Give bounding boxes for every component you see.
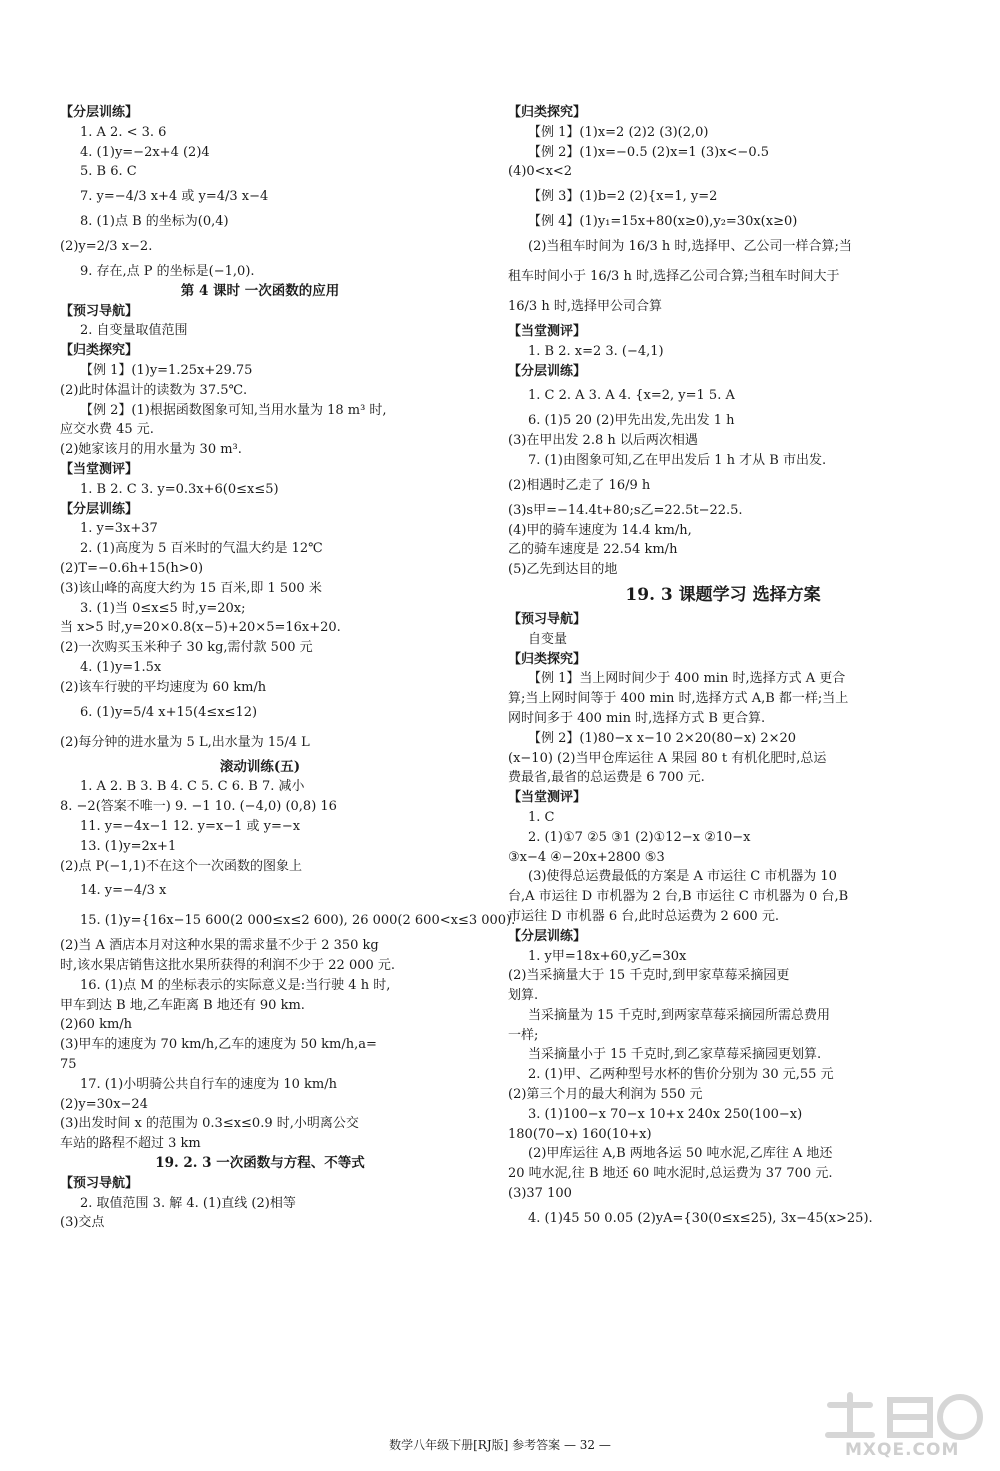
right-column-line: (2)第三个月的最大利润为 550 元: [508, 1087, 703, 1103]
left-column-line: (2)当 A 酒店本月对这种水果的需求量不少于 2 350 kg: [60, 938, 379, 954]
left-column-line: (2)该车行驶的平均速度为 60 km/h: [60, 679, 267, 695]
right-column-line: 19. 3 课题学习 选择方案: [625, 584, 821, 605]
right-column-line: 租车时间小于 16/3 h 时,选择乙公司合算;当租车时间大于: [508, 268, 840, 284]
left-column-line: 1. A 2. B 3. B 4. C 5. C 6. B 7. 减小: [80, 779, 305, 795]
right-column: [508, 103, 938, 1234]
right-column-line: 16/3 h 时,选择甲公司合算: [508, 298, 662, 314]
right-column-line: 【例 2】(1)x=−0.5 (2)x=1 (3)x<−0.5: [528, 144, 769, 160]
left-column-line: 1. A 2. < 3. 6: [80, 124, 167, 140]
left-column-line: 9. 存在,点 P 的坐标是(−1,0).: [80, 263, 255, 279]
right-column-line: 【分层训练】: [508, 928, 587, 944]
left-column-line: (2)每分钟的进水量为 5 L,出水量为 15/4 L: [60, 734, 310, 750]
right-column-line: (2)当采摘量大于 15 千克时,到甲家草莓采摘园更: [508, 968, 790, 984]
right-column-line: (2)甲库运往 A,B 两地各运 50 吨水泥,乙库往 A 地还: [528, 1146, 833, 1162]
right-column-line: ③x−4 ④−20x+2800 ⑤3: [508, 849, 665, 865]
left-column-line: 4. (1)y=−2x+4 (2)4: [80, 144, 210, 160]
left-column-line: 应交水费 45 元.: [60, 422, 154, 438]
right-column-line: 【例 3】(1)b=2 (2){x=1, y=2: [528, 189, 718, 205]
left-column-line: (2)点 P(−1,1)不在这个一次函数的图象上: [60, 858, 303, 874]
left-column-line: 5. B 6. C: [80, 164, 137, 180]
right-column-line: 当采摘量为 15 千克时,到两家草莓采摘园所需总费用: [528, 1007, 830, 1023]
left-column-line: 时,该水果店销售这批水果所获得的利润不少于 22 000 元.: [60, 958, 396, 974]
left-column-line: 第 4 课时 一次函数的应用: [180, 282, 340, 299]
left-column-line: (2)她家该月的用水量为 30 m³.: [60, 442, 242, 458]
right-column-line: (3)37 100: [508, 1186, 572, 1202]
left-column-line: 1. y=3x+37: [80, 521, 158, 537]
left-column-line: 滚动训练(五): [219, 758, 301, 775]
left-column-line: (2)y=30x−24: [60, 1096, 148, 1112]
right-column-line: (4)0<x<2: [508, 164, 573, 180]
left-column-line: 车站的路程不超过 3 km: [60, 1136, 201, 1152]
right-column-line: 20 吨水泥,往 B 地还 60 吨水泥时,总运费为 37 700 元.: [508, 1166, 833, 1182]
left-column-line: 【预习导航】: [60, 303, 139, 319]
left-column-line: 1. B 2. C 3. y=0.3x+6(0≤x≤5): [80, 481, 279, 497]
right-column-line: 3. (1)100−x 70−x 10+x 240x 250(100−x): [528, 1106, 803, 1122]
left-column-line: 11. y=−4x−1 12. y=x−1 或 y=−x: [80, 818, 301, 834]
right-column-line: 【例 1】(1)x=2 (2)2 (3)(2,0): [528, 124, 709, 140]
right-column-line: 【例 1】当上网时间少于 400 min 时,选择方式 A 更合: [528, 671, 846, 687]
left-column-line: 2. 自变量取值范围: [80, 323, 188, 339]
left-column-line: (2)60 km/h: [60, 1017, 133, 1033]
right-column-line: 4. (1)45 50 0.05 (2)yA={30(0≤x≤25), 3x−45(x>25).: [528, 1210, 873, 1226]
right-column-line: 6. (1)5 20 (2)甲先出发,先出发 1 h: [528, 413, 735, 429]
right-column-line: 【归类探究】: [508, 105, 587, 120]
left-column-line: 17. (1)小明骑公共自行车的速度为 10 km/h: [80, 1076, 337, 1092]
left-column-line: 75: [60, 1057, 77, 1073]
right-column-line: 【当堂测评】: [508, 323, 587, 339]
right-column-line: 1. y甲=18x+60,y乙=30x: [528, 948, 687, 964]
right-column-line: 市运往 D 市机器 6 台,此时总运费为 2 600 元.: [508, 908, 779, 924]
left-column-line: 甲车到达 B 地,乙车距离 B 地还有 90 km.: [60, 997, 305, 1013]
left-column-line: 15. (1)y={16x−15 600(2 000≤x≤2 600), 26 000(2 600<x≤3 000).: [80, 913, 516, 929]
left-column-line: (3)交点: [60, 1215, 105, 1231]
left-column-line: 8. (1)点 B 的坐标为(0,4): [80, 214, 229, 230]
left-column-line: 8. −2(答案不唯一) 9. −1 10. (−4,0) (0,8) 16: [60, 799, 337, 815]
right-column-line: 【例 4】(1)y₁=15x+80(x≥0),y₂=30x(x≥0): [528, 214, 798, 230]
right-column-line: 2. (1)①7 ②5 ③1 (2)①12−x ②10−x: [528, 829, 751, 845]
left-column-line: 【归类探究】: [60, 343, 139, 359]
left-column-line: 14. y=−4/3 x: [80, 883, 167, 899]
left-column-line: 4. (1)y=1.5x: [80, 659, 162, 675]
left-column-line: (2)y=2/3 x−2.: [60, 238, 153, 254]
right-column-line: 1. B 2. x=2 3. (−4,1): [528, 343, 664, 359]
left-column-line: 3. (1)当 0≤x≤5 时,y=20x;: [80, 600, 246, 616]
left-column-line: 2. 取值范围 3. 解 4. (1)直线 (2)相等: [80, 1195, 296, 1211]
right-column-line: (2)相遇时乙走了 16/9 h: [508, 477, 651, 493]
left-column-line: 当 x>5 时,y=20×0.8(x−5)+20×5=16x+20.: [60, 620, 341, 636]
left-column-line: 2. (1)高度为 5 百米时的气温大约是 12℃: [80, 541, 323, 557]
left-column-line: 【预习导航】: [60, 1175, 139, 1191]
right-column-line: (3)s甲=−14.4t+80;s乙=22.5t−22.5.: [508, 502, 743, 518]
right-column-line: 费最省,最省的总运费是 6 700 元.: [508, 770, 705, 786]
right-column-line: 【预习导航】: [508, 611, 587, 627]
right-column-line: (2)当租车时间为 16/3 h 时,选择甲、乙公司一样合算;当: [528, 238, 852, 254]
right-column-line: (3)在甲出发 2.8 h 以后两次相遇: [508, 433, 698, 449]
left-column-line: (2)T=−0.6h+15(h>0): [60, 560, 204, 576]
left-column: [60, 103, 516, 1233]
left-column-line: 【分层训练】: [60, 501, 139, 517]
right-column-line: 台,A 市运往 D 市机器为 2 台,B 市运往 C 市机器为 0 台,B: [508, 889, 849, 905]
right-column-line: (3)使得总运费最低的方案是 A 市运往 C 市机器为 10: [528, 869, 837, 885]
left-column-line: (2)此时体温计的读数为 37.5℃.: [60, 382, 248, 398]
right-column-line: 乙的骑车速度是 22.54 km/h: [508, 542, 678, 558]
left-column-line: (3)该山峰的高度大约为 15 百米,即 1 500 米: [60, 580, 322, 596]
right-column-line: 一样;: [508, 1027, 539, 1043]
right-column-line: (4)甲的骑车速度为 14.4 km/h,: [508, 522, 692, 538]
right-column-line: 算;当上网时间等于 400 min 时,选择方式 A,B 都一样;当上: [508, 691, 849, 707]
left-column-line: (2)一次购买玉米种子 30 kg,需付款 500 元: [60, 640, 313, 656]
left-column-line: 19. 2. 3 一次函数与方程、不等式: [155, 1155, 365, 1172]
page-footer: 数学八年级下册[RJ版] 参考答案 — 32 —: [389, 1438, 611, 1452]
right-column-line: 【分层训练】: [508, 363, 587, 379]
right-column-line: 7. (1)由图象可知,乙在甲出发后 1 h 才从 B 市出发.: [528, 452, 827, 468]
right-column-line: 2. (1)甲、乙两种型号水杯的售价分别为 30 元,55 元: [528, 1067, 834, 1083]
left-column-line: 【分层训练】: [60, 105, 139, 120]
left-column-line: (3)甲车的速度为 70 km/h,乙车的速度为 50 km/h,a=: [60, 1037, 377, 1053]
left-column-line: 6. (1)y=5/4 x+15(4≤x≤12): [80, 704, 258, 720]
right-column-line: 1. C: [528, 809, 555, 825]
right-column-line: 自变量: [528, 631, 568, 647]
watermark-text: MXQE.COM: [845, 1440, 960, 1460]
left-column-line: 【例 1】(1)y=1.25x+29.75: [80, 362, 253, 378]
right-column-line: 【归类探究】: [508, 651, 587, 667]
right-column-line: 【当堂测评】: [508, 790, 587, 806]
right-column-line: 当采摘量小于 15 千克时,到乙家草莓采摘园更划算.: [528, 1047, 822, 1063]
right-column-line: 1. C 2. A 3. A 4. {x=2, y=1 5. A: [528, 388, 735, 404]
left-column-line: 16. (1)点 M 的坐标表示的实际意义是:当行驶 4 h 时,: [80, 977, 391, 993]
left-column-line: 13. (1)y=2x+1: [80, 838, 177, 854]
right-column-line: (5)乙先到达目的地: [508, 562, 618, 578]
left-column-line: 7. y=−4/3 x+4 或 y=4/3 x−4: [80, 189, 269, 205]
right-column-line: 划算.: [508, 988, 539, 1004]
right-column-line: 网时间多于 400 min 时,选择方式 B 更合算.: [508, 710, 766, 726]
right-column-line: (x−10) (2)当甲仓库运往 A 果园 80 t 有机化肥时,总运: [508, 750, 827, 766]
right-column-line: 【例 2】(1)80−x x−10 2×20(80−x) 2×20: [528, 730, 797, 746]
left-column-line: (3)出发时间 x 的范围为 0.3≤x≤0.9 时,小明离公交: [60, 1116, 359, 1132]
left-column-line: 【例 2】(1)根据函数图象可知,当用水量为 18 m³ 时,: [80, 402, 387, 418]
right-column-line: 180(70−x) 160(10+x): [508, 1126, 652, 1142]
left-column-line: 【当堂测评】: [60, 461, 139, 477]
